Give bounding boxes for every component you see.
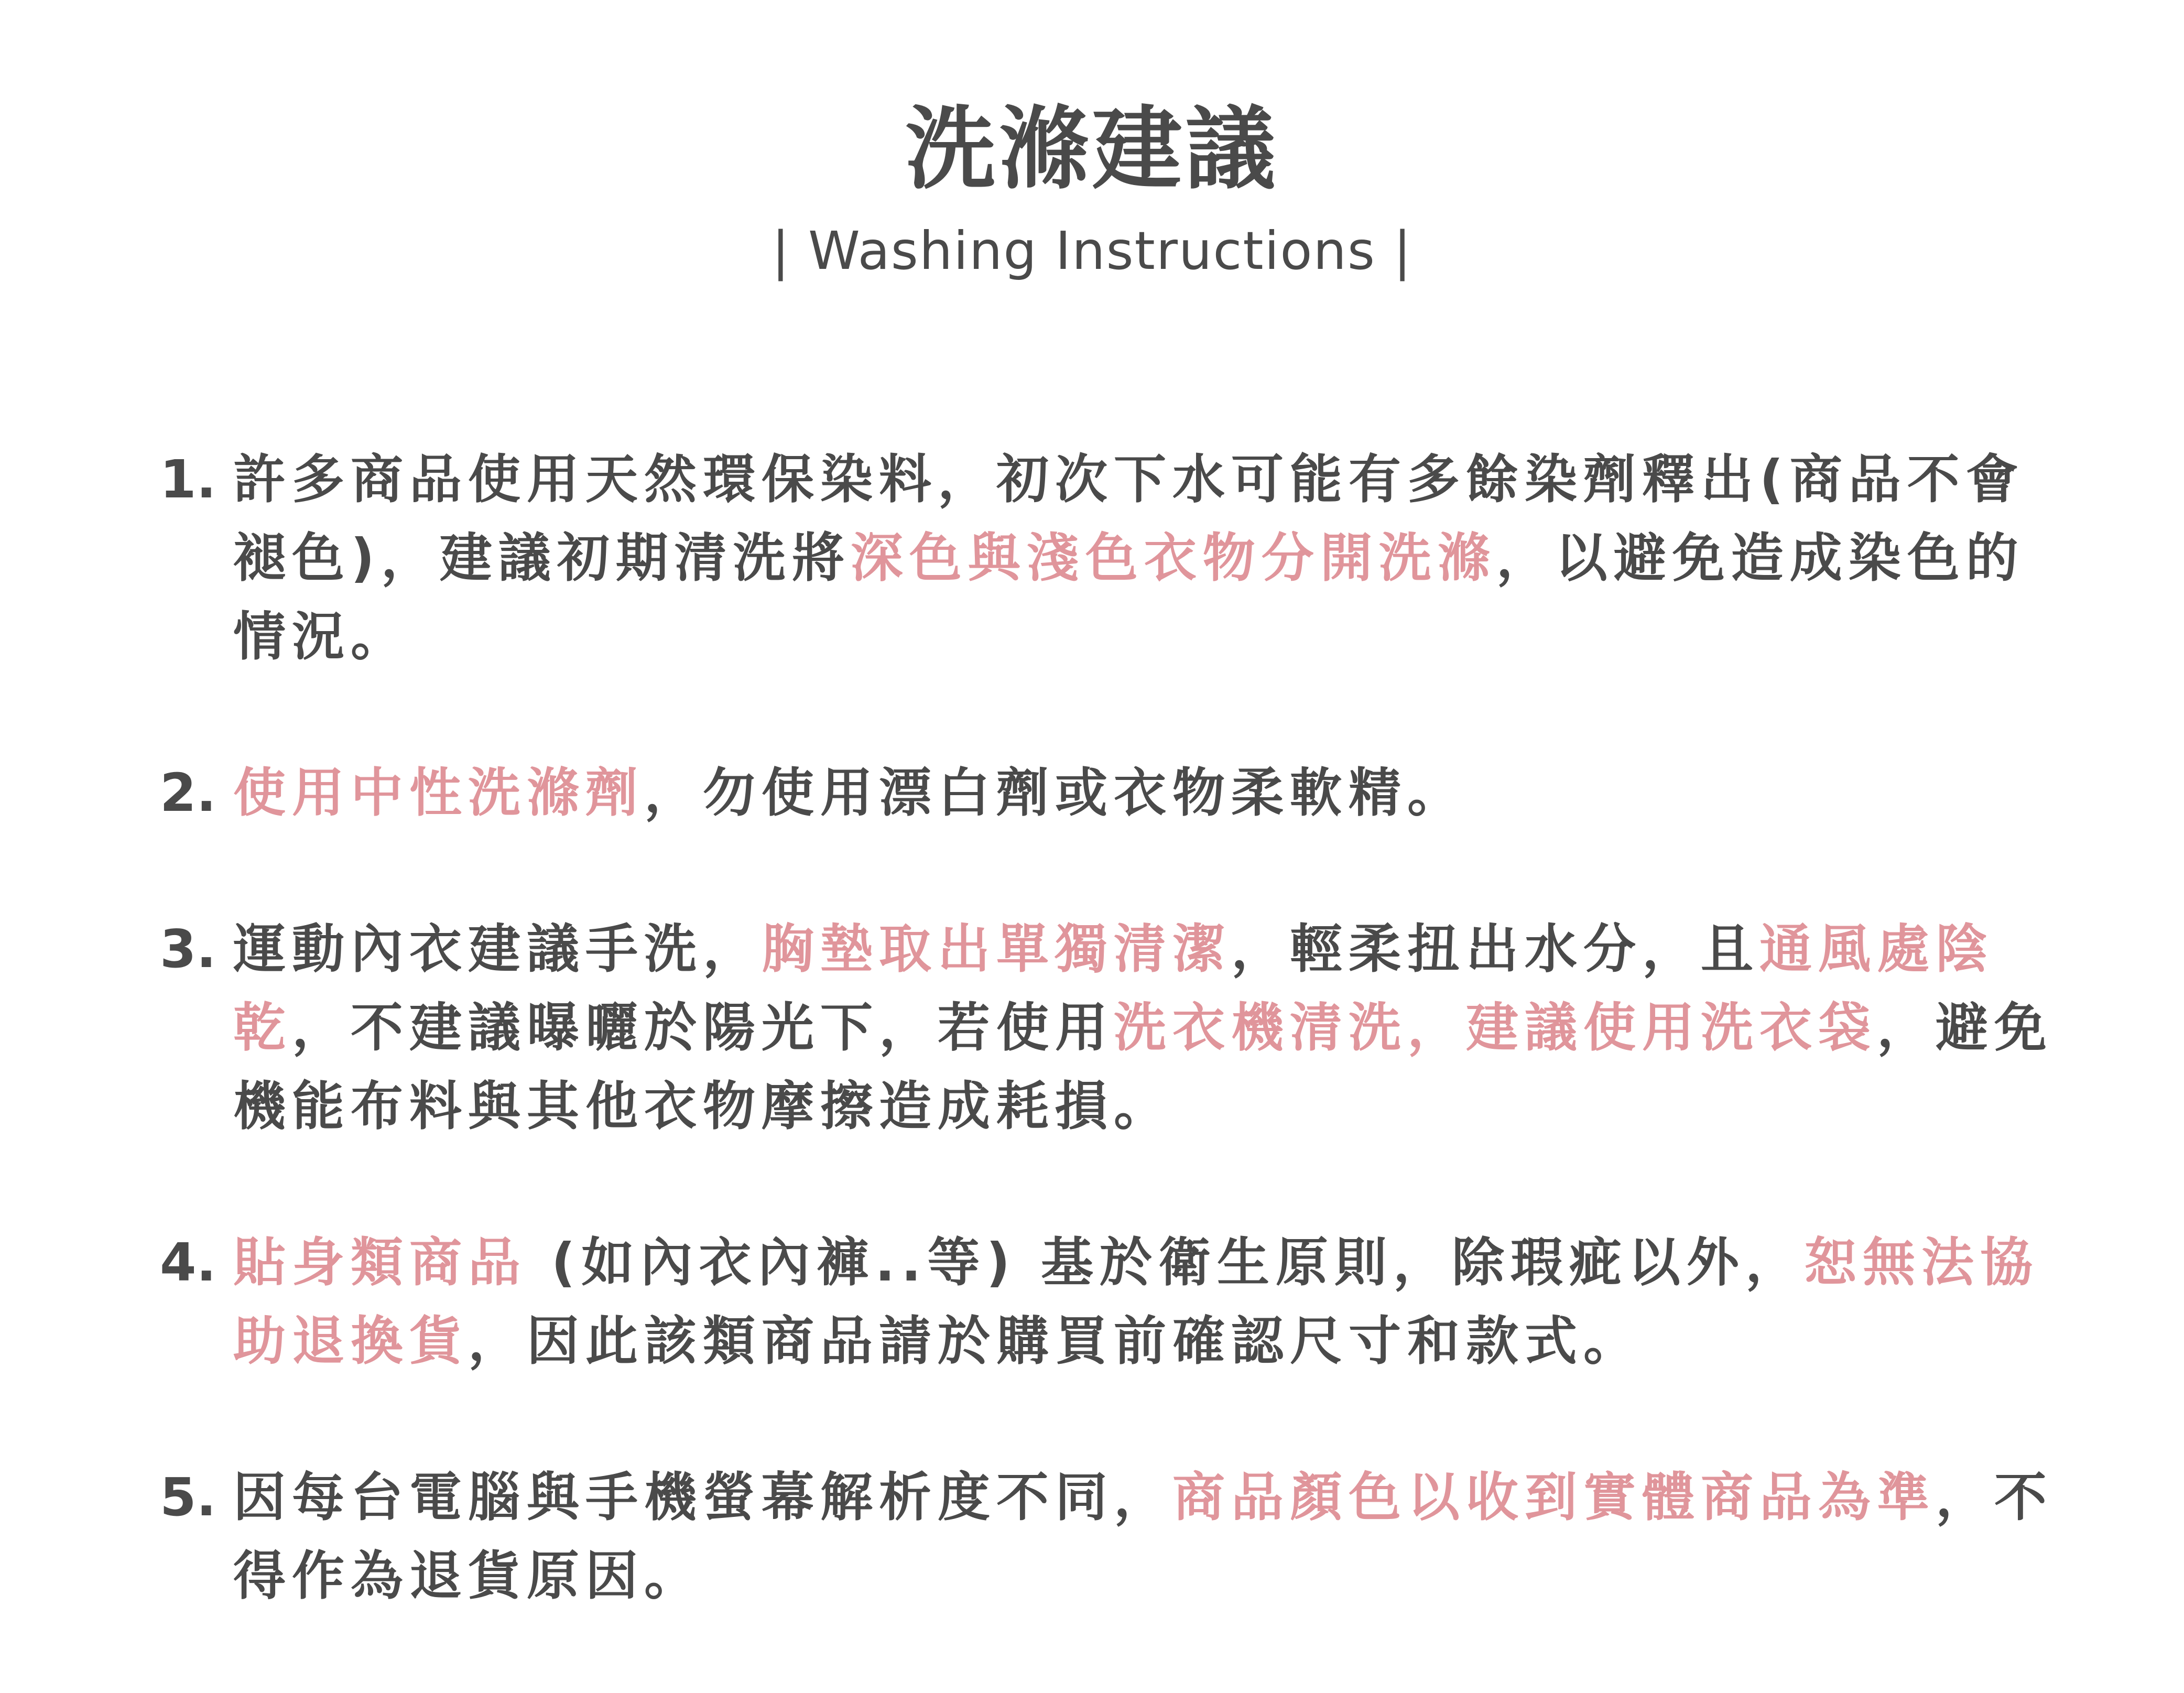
instruction-item-5 [160, 1458, 2057, 1615]
item-number: 1. [160, 449, 216, 510]
page-title: 洗滌建議 [905, 96, 1279, 202]
item-text [233, 440, 2057, 676]
text-segment: ，勿使用漂白劑或衣物柔軟精。 [644, 762, 1466, 823]
instruction-item-2 [160, 754, 2057, 832]
text-segment: ，以避免造成染色的情況。 [233, 527, 2025, 667]
item-text [233, 1458, 2057, 1615]
page-subtitle: | Washing Instructions | [772, 220, 1412, 282]
text-segment: 因每台電腦與手機螢幕解析度不同， [233, 1467, 1172, 1528]
highlight-segment: 深色與淺色衣物分開洗滌 [850, 527, 1496, 589]
highlight-segment: 商品顏色以收到實體商品為準 [1172, 1467, 1936, 1528]
text-segment: ，避免機能布料與其他衣物摩擦造成耗損。 [233, 997, 2053, 1137]
item-text [233, 1223, 2057, 1381]
highlight-segment: 通風處陰乾 [233, 918, 1994, 1058]
item-number: 4. [160, 1232, 216, 1293]
item-number: 3. [160, 918, 216, 980]
highlight-segment: 胸墊取出單獨清潔 [762, 918, 1231, 980]
text-segment: (如內衣內褲..等) 基於衛生原則，除瑕疵以外， [527, 1232, 1805, 1293]
item-number: 5. [160, 1467, 216, 1528]
highlight-segment: 洗衣機清洗，建議使用洗衣袋 [1114, 997, 1877, 1058]
instructions-list [160, 440, 2057, 1693]
text-segment: 運動內衣建議手洗， [233, 918, 762, 980]
instruction-item-4 [160, 1223, 2057, 1381]
highlight-segment: 使用中性洗滌劑 [233, 762, 644, 823]
text-segment: ，因此該類商品請於購買前確認尺寸和款式。 [468, 1310, 1642, 1372]
item-text [233, 910, 2057, 1146]
item-number: 2. [160, 762, 216, 823]
item-text [233, 754, 2057, 832]
text-segment: ，輕柔扭出水分，且 [1231, 918, 1759, 980]
instruction-item-3 [160, 910, 2057, 1146]
header [0, 96, 2184, 283]
text-segment: 許多商品使用天然環保染料，初次下水可能有多餘染劑釋出(商品不會褪色)，建議初期清洗將 [233, 449, 2025, 589]
instruction-item-1 [160, 440, 2057, 676]
text-segment: ，不得作為退貨原因。 [233, 1467, 2053, 1607]
text-segment: ，不建議曝曬於陽光下，若使用 [292, 997, 1114, 1058]
highlight-segment: 恕無法協助退換貨 [233, 1232, 2039, 1372]
highlight-segment: 貼身類商品 [233, 1232, 527, 1293]
